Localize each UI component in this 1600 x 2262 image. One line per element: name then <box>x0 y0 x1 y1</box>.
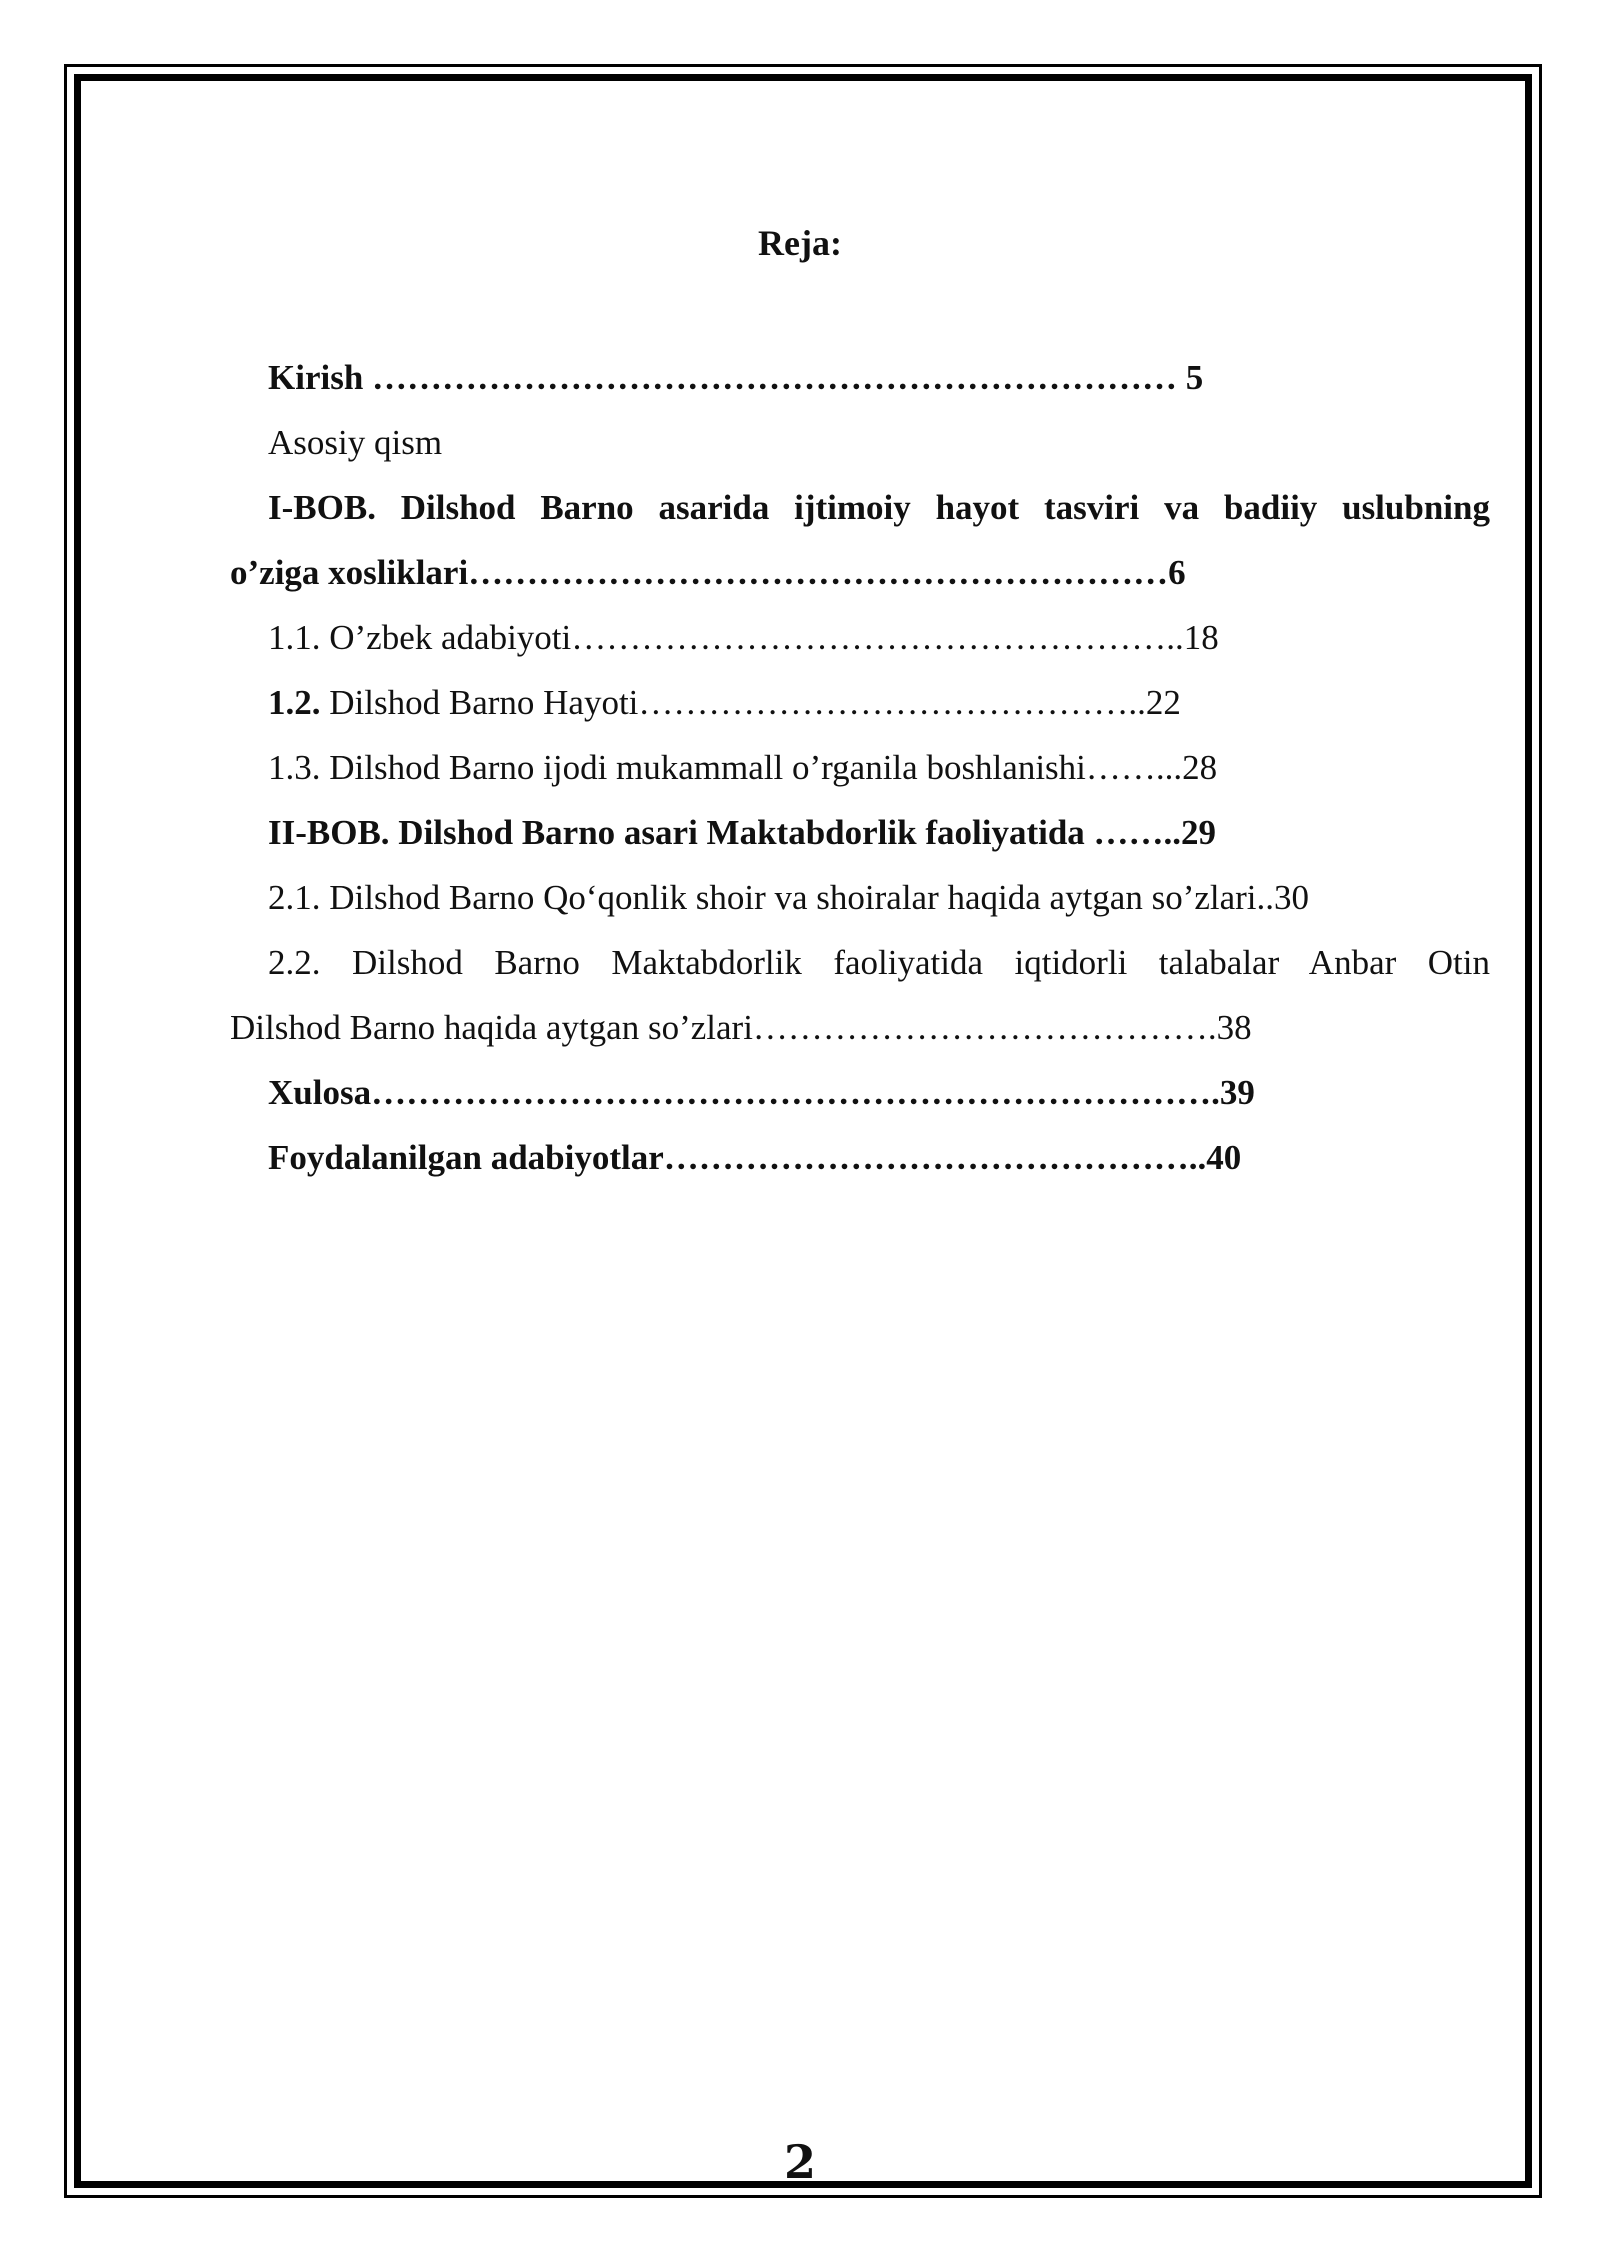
toc-entry-1-2-text: Dilshod Barno Hayoti……………………………………..22 <box>320 683 1181 722</box>
toc-entry-1-3: 1.3. Dilshod Barno ijodi mukammall o’rganila boshlanishi……...28 <box>268 748 1218 787</box>
toc-entry-bob2: II-BOB. Dilshod Barno asari Maktabdorlik faoliyatida ……..29 <box>268 813 1217 852</box>
toc-entry-bob1-continued: o’ziga xosliklari……………………………………………………6 <box>230 553 1186 592</box>
toc-entry-bob1: I-BOB. Dilshod Barno asarida ijtimoiy hayot tasviri va badiiy uslubning <box>268 488 1490 527</box>
toc-entry-asosiy-qism: Asosiy qism <box>268 423 443 462</box>
toc-entry-foydalanilgan-adabiyotlar: Foydalanilgan adabiyotlar………………………………………..40 <box>268 1138 1242 1177</box>
toc-entry-1-1: 1.1. O’zbek adabiyoti……………………………………………..18 <box>268 618 1219 657</box>
toc-entry-2-2-continued: Dilshod Barno haqida aytgan so’zlari………………………………….38 <box>230 1008 1252 1047</box>
page-number: 2 <box>783 2135 816 2189</box>
page-title: Reja: <box>758 223 842 263</box>
toc-entry-xulosa: Xulosa……………………………………………………………….39 <box>268 1073 1255 1112</box>
toc-entry-1-2-number: 1.2. <box>268 683 321 722</box>
toc-entry-2-2: 2.2. Dilshod Barno Maktabdorlik faoliyatida iqtidorli talabalar Anbar Otin <box>268 943 1490 982</box>
toc-entry-kirish: Kirish …………………………………………………………… 5 <box>268 358 1204 397</box>
table-of-contents <box>230 345 1490 1190</box>
toc-entry-2-1: 2.1. Dilshod Barno Qo‘qonlik shoir va shoiralar haqida aytgan so’zlari..30 <box>268 878 1310 917</box>
toc-entry-1-2 <box>230 670 1490 735</box>
